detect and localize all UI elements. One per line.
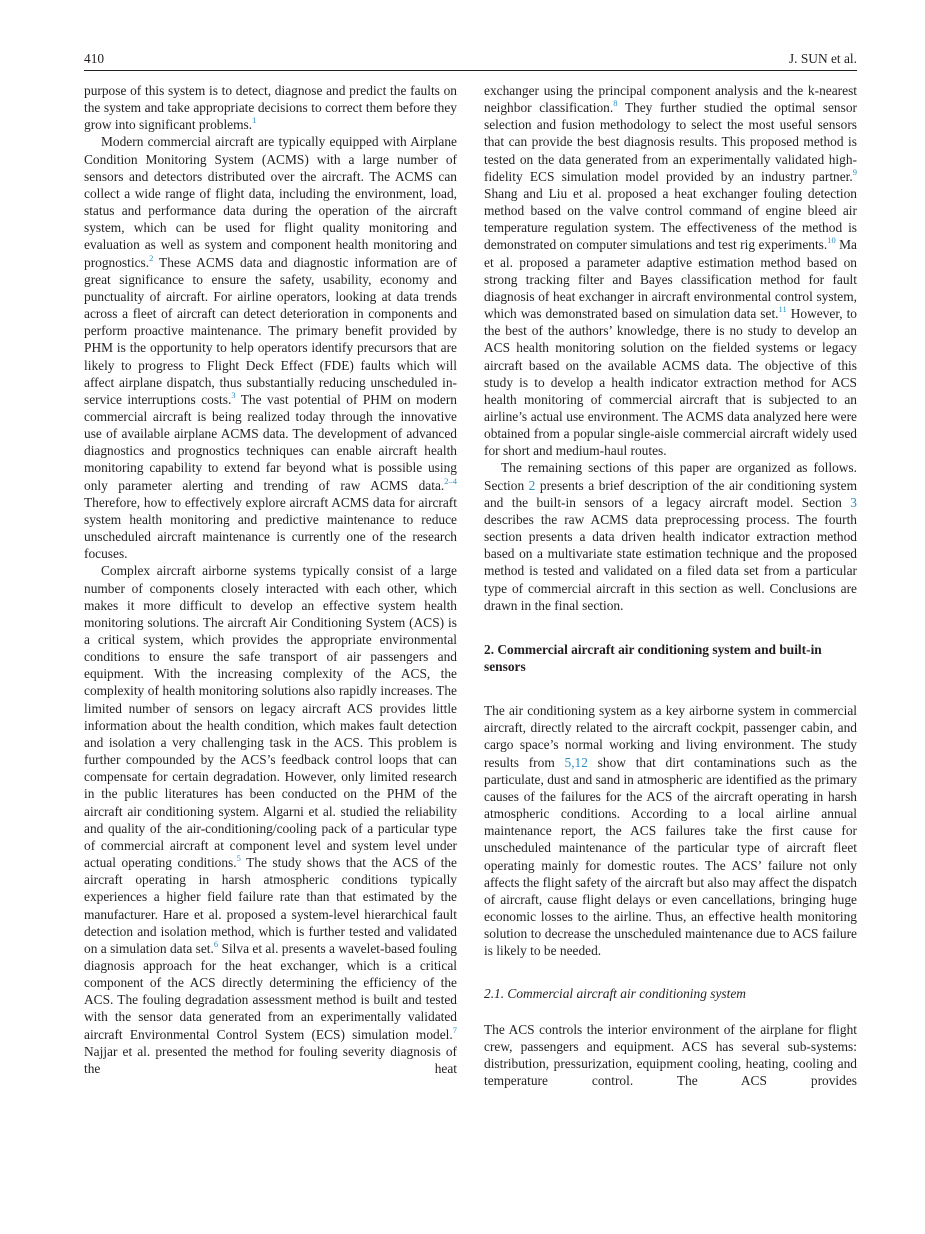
right-column xyxy=(484,82,857,1089)
citation-ref-link[interactable]: 5 xyxy=(236,853,241,864)
citation-ref-link[interactable]: 9 xyxy=(852,166,857,177)
text-run: Modern commercial aircraft are typically equipped with Airplane Condition Monitoring System (ACMS) with a large number of sensors and detectors distributed over the aircraft. The ACMS can collect a wide range of flight data, including the environment, load, status and performance data during the operation of the aircraft system, which can be used for flight quality monitoring and evaluation as well as system and component health monitoring and prognostics. xyxy=(84,134,457,270)
paragraph xyxy=(484,702,857,959)
citation-ref-link[interactable]: 11 xyxy=(778,304,787,315)
text-run: The study shows that the ACS of the aircraft operating in harsh atmospheric conditions typically experiences a higher field failure rate than that estimated by the manufacturer. Hare et al. proposed a system-level hierarchical fault detection and isolation method, which is further tested and validated on a simulation data set. xyxy=(84,855,457,956)
text-run: purpose of this system is to detect, diagnose and predict the faults on the system and take appropriate decisions to correct them before they grow into significant problems. xyxy=(84,83,457,133)
citation-ref-link[interactable]: 2 xyxy=(149,252,154,263)
paragraph xyxy=(84,82,457,133)
text-run: Najjar et al. presented the method for fouling severity diagnosis of the heat xyxy=(84,1043,457,1076)
text-run: The air conditioning system as a key airborne system in commercial aircraft, directly related to the aircraft cockpit, passenger cabin, and cargo space’s normal working and living environment. The study results from xyxy=(484,703,857,770)
text-run: show that dirt contaminations such as the particulate, dust and sand in atmospheric are identified as the primary causes of the failures for the ACS of the aircraft operating in harsh atmospheric conditions. According to a local airline annual maintenance report, the ACS failures take the first cause for unscheduled maintenance of the particular type of aircraft fleet operating mainly for domestic routes. The ACS’ failure not only affects the flight safety of the aircraft but also may affect the dispatch of aircraft, cause flight delays or even cancellations, bringing huge economic losses to the airline. Thus, an effective health monitoring solution to decrease the unscheduled maintenance due to ACS failure is likely to be needed. xyxy=(484,754,857,959)
text-run: Therefore, how to effectively explore aircraft ACMS data for aircraft system health monitoring and predictive maintenance to reduce unscheduled aircraft maintenance is currently one of the research focuses. xyxy=(84,494,457,562)
citation-ref-link[interactable]: 8 xyxy=(613,98,618,109)
text-run: Silva et al. presents a wavelet-based fouling diagnosis approach for the heat exchanger, which is a critical component of the ACS directly determining the efficiency of the ACS. The fouling degradation assessment method is built and tested with the sensor data generated from an experimentally validated aircraft Environmental Control System (ECS) simulation model. xyxy=(84,940,457,1042)
paragraph xyxy=(484,1021,857,1090)
cross-ref-link[interactable]: 3 xyxy=(850,494,857,510)
left-column xyxy=(84,82,457,1077)
paragraph xyxy=(84,562,457,1077)
page-number: 410 xyxy=(84,51,105,66)
text-run: These ACMS data and diagnostic information are of great significance to ensure the safety, usability, economy and punctuality of aircraft. For airline operators, looking at data trends across a fleet of aircraft can detect deterioration in components and perform proactive maintenance. The primary benefit provided by PHM is the opportunity to help operators identify precursors that are likely to progress to Flight Deck Effect (FDE) faults which will affect airplane dispatch, thus substantially reducing unscheduled in-service interruptions costs. xyxy=(84,254,457,407)
section-heading: 2. Commercial aircraft air conditioning system and built-in sensors xyxy=(484,641,822,674)
paragraph xyxy=(484,82,857,459)
citation-ref-link[interactable]: 6 xyxy=(213,938,219,949)
text-run: exchanger using the principal component analysis and the k-nearest neighbor classification. xyxy=(484,83,857,116)
running-header xyxy=(84,50,857,71)
text-run: The remaining sections of this paper are organized as follows. Section xyxy=(484,460,857,493)
citation-ref-link[interactable]: 3 xyxy=(231,389,236,400)
cross-ref-link[interactable]: 2 xyxy=(528,477,536,493)
text-run: presents a brief description of the air conditioning system and the built-in sensors of a legacy aircraft model. Section xyxy=(484,477,857,510)
text-run: describes the raw ACMS data preprocessing process. The fourth section presents a data driven health indicator extraction method based on a multivariate state estimation technique and the proposed method is tested and validated on a filed data set from a particular type of commercial aircraft in this section as well. Conclusions are drawn in the final section. xyxy=(484,511,857,613)
citation-ref-link[interactable]: 1 xyxy=(252,115,257,126)
text-run: Complex aircraft airborne systems typically consist of a large number of components closely interacted with each other, which makes it more difficult to develop an effective system health monitoring solutions. The aircraft Air Conditioning System (ACS) is a critical system, which provides the appropriate environmental conditions to ensure the safe transport of air passengers and equipment. With the increasing complexity of the ACS, the complexity of health monitoring solutions also rapidly increases. The limited number of sensors on legacy aircraft ACS provides little information about the health condition, which makes fault detection and isolation a very challenging task in the ACS. This problem is further compounded by the ACS’s feedback control loops that can compensate for certain degradation. However, only limited research in the public literatures has been conducted on the PHM of the aircraft air conditioning system. Algarni et al. studied the reliability and quality of the air-conditioning/cooling pack of a particular type of commercial aircraft at component level and system level under actual operating conditions. xyxy=(84,563,457,871)
text-run: They further studied the optimal sensor selection and fusion methodology to select the most useful sensors that can provide the best diagnosis results. This proposed method is tested on the data generated from an experimentally validated high-fidelity ECS simulation model provided by an industry partner. xyxy=(484,100,857,184)
paragraph xyxy=(484,459,857,613)
text-run: However, to the best of the authors’ knowledge, there is no study to develop an ACS health monitoring solution on the fielded systems or legacy aircraft based on the available ACMS data. The objective of this study is to develop a health indicator extraction method for ACS health monitoring of commercial aircraft that is subjected to an airline’s actual use environment. The ACMS data analyzed here were obtained from a popular single-aisle commercial aircraft widely used for short and medium-haul routes. xyxy=(484,306,857,459)
citation-ref-link[interactable]: 7 xyxy=(452,1024,457,1035)
text-run: The ACS controls the interior environment of the airplane for flight crew, passengers and equipment. ACS has several sub-systems: distribution, pressurization, equipment cooling, heating, cooling and temperature control. The ACS provides xyxy=(484,1021,857,1089)
text-run: Ma et al. proposed a parameter adaptive estimation method based on strong tracking filter and Bayes classification method for fault diagnosis of heat exchanger in aircraft environmental control system, which was demonstrated based on simulation data set. xyxy=(484,237,858,322)
citation-ref-link[interactable]: 2–4 xyxy=(444,475,457,486)
paragraph xyxy=(84,133,457,562)
text-run: Shang and Liu et al. proposed a heat exchanger fouling detection method based on the valve control command of engine bleed air temperature regulation system. The effectiveness of the method is demonstrated on computer simulations and test rig experiments. xyxy=(484,185,857,253)
text-run: The vast potential of PHM on modern commercial aircraft is being realized today through the innovative use of available airplane ACMS data. The development of advanced diagnostics and prognostics techniques can enable aircraft health monitoring capability to extend far beyond what is possible using only parameter alerting and trending of raw ACMS data. xyxy=(84,391,457,493)
running-head-authors: J. SUN et al. xyxy=(788,51,857,66)
citation-ref-link[interactable]: 10 xyxy=(827,235,836,246)
subsection-heading: 2.1. Commercial aircraft air conditioning system xyxy=(484,985,746,1001)
cross-ref-link[interactable]: 5,12 xyxy=(564,754,588,770)
